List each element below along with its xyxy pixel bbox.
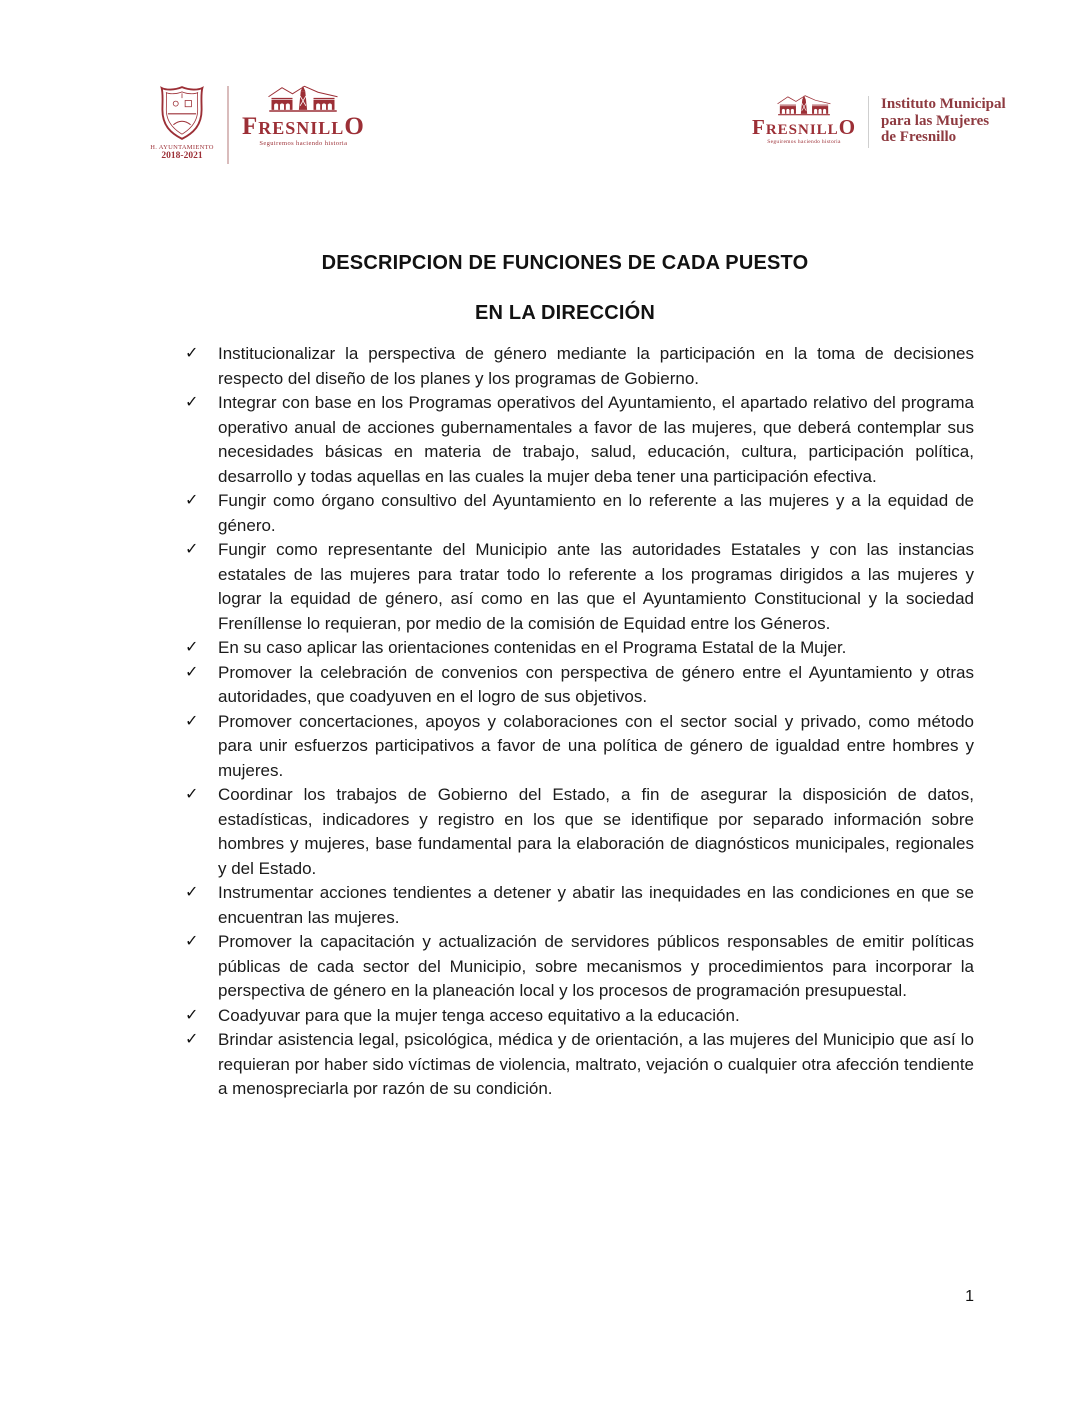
- term-years-label: 2018-2021: [161, 150, 203, 161]
- logo-divider: [227, 86, 229, 164]
- checkmark-icon: ✓: [185, 786, 199, 803]
- list-item: [183, 342, 974, 391]
- checkmark-icon: ✓: [185, 394, 199, 411]
- coat-of-arms-icon: [154, 84, 210, 142]
- logo-divider: [868, 96, 869, 148]
- fresnillo-tagline: Seguiremos haciendo historia: [767, 139, 841, 145]
- checkmark-icon: ✓: [185, 933, 199, 950]
- list-item-text: Instrumentar acciones tendientes a detener y abatir las inequidades en las condiciones en que se encuentran las mujeres.: [218, 883, 974, 927]
- list-item-text: Promover la celebración de convenios con perspectiva de género entre el Ayuntamiento y otras autoridades, que coadyuven en el logro de sus objetivos.: [218, 662, 974, 706]
- institute-name-line: Instituto Municipal: [881, 96, 1006, 112]
- list-item: [183, 661, 974, 710]
- page-subtitle: EN LA DIRECCIÓN: [474, 302, 656, 324]
- fresnillo-buildings-icon: [775, 94, 833, 117]
- list-item-text: Fungir como representante del Municipio ante las autoridades Estatales y con las instancias estatales de las mujeres para tratar todo lo referente a los programas dirigidos a las mujeres y lograr la equidad de género, así como en las que el Ayuntamiento Constitucional y la sociedad Freníllense lo requieran, por medio de la comisión de Equidad entre los Géneros.: [218, 540, 974, 633]
- institute-name-line: para las Mujeres: [881, 112, 990, 129]
- list-item: [183, 930, 974, 1004]
- functions-list: [183, 342, 974, 1102]
- list-item-text: Coordinar los trabajos de Gobierno del Estado, a fin de asegurar la disposición de datos, estadísticas, indicadores y registro en los que se identifique por separado información sobre hombres y mujeres, base fundamental para la elaboración de diagnósticos municipales, regionales y del Estado.: [218, 785, 974, 878]
- document-heading: [150, 252, 980, 325]
- institute-name: [881, 94, 1006, 146]
- fresnillo-logo-large: [242, 84, 365, 147]
- list-item: [183, 710, 974, 784]
- checkmark-icon: ✓: [185, 712, 199, 730]
- list-item-text: Fungir como órgano consultivo del Ayuntamiento en lo referente a las mujeres y a la equidad de género.: [218, 491, 974, 535]
- list-item-text: En su caso aplicar las orientaciones contenidas en el Programa Estatal de la Mujer.: [218, 638, 847, 657]
- municipality-logo-group: [150, 84, 365, 164]
- checkmark-icon: ✓: [185, 639, 199, 656]
- page-title: DESCRIPCION DE FUNCIONES DE CADA PUESTO: [321, 252, 809, 274]
- checkmark-icon: ✓: [185, 345, 199, 362]
- list-item: [183, 636, 974, 661]
- institute-name-line: de Fresnillo: [881, 129, 957, 145]
- checkmark-icon: ✓: [185, 1006, 199, 1024]
- list-item: [183, 489, 974, 538]
- list-item-text: Promover concertaciones, apoyos y colaboraciones con el sector social y privado, como método para unir esfuerzos participativos a favor de una política de género de igualdad entre hombres y mujeres.: [218, 711, 974, 780]
- fresnillo-wordmark: FRESNILLO: [752, 115, 857, 139]
- checkmark-icon: ✓: [185, 492, 199, 509]
- list-item-text: Brindar asistencia legal, psicológica, médica y de orientación, a las mujeres del Municipio que así lo requieran por haber sido víctimas de violencia, maltrato, vejación o cualquier otra afección tendiente a menospreciarla por razón de su condición.: [218, 1030, 974, 1098]
- fresnillo-logo-small: [752, 94, 856, 145]
- fresnillo-buildings-icon: [265, 84, 341, 114]
- fresnillo-tagline: Seguiremos haciendo historia: [259, 140, 348, 147]
- ayuntamiento-label: H. AYUNTAMIENTO: [150, 144, 214, 151]
- checkmark-icon: ✓: [185, 884, 199, 901]
- list-item: [183, 391, 974, 489]
- list-item: [183, 1004, 974, 1029]
- list-item-text: Promover la capacitación y actualización de servidores públicos responsables de emitir políticas públicas de cada sector del Municipio, sobre mecanismos y procedimientos para incorporar la perspectiva de género en la planeación local y los procesos de programación presupuestal.: [218, 932, 974, 1000]
- coat-of-arms-block: [150, 84, 214, 162]
- list-item-text: Institucionalizar la perspectiva de género mediante la participación en la toma de decisiones respecto del diseño de los planes y los programas de Gobierno.: [218, 344, 974, 388]
- list-item: [183, 1028, 974, 1102]
- list-item-text: Integrar con base en los Programas operativos del Ayuntamiento, el apartado relativo del programa operativo anual de acciones gubernamentales a favor de las mujeres, que deberá contemplar sus necesidades básicas en materia de trabajo, salud, educación, cultura, participación política, desarrollo y todas aquellas en las cuales la mujer deba tener una participación efectiva.: [218, 393, 974, 486]
- list-item-text: Coadyuvar para que la mujer tenga acceso equitativo a la educación.: [218, 1005, 740, 1025]
- checkmark-icon: ✓: [185, 541, 199, 558]
- list-item: [183, 783, 974, 881]
- checkmark-icon: ✓: [185, 663, 199, 681]
- institute-logo-group: [752, 94, 1006, 148]
- page-number: 1: [965, 1288, 974, 1305]
- fresnillo-wordmark: FRESNILLO: [242, 113, 365, 140]
- shield-caption: [150, 145, 214, 162]
- checkmark-icon: ✓: [185, 1031, 199, 1048]
- list-item: [183, 881, 974, 930]
- list-item: [183, 538, 974, 636]
